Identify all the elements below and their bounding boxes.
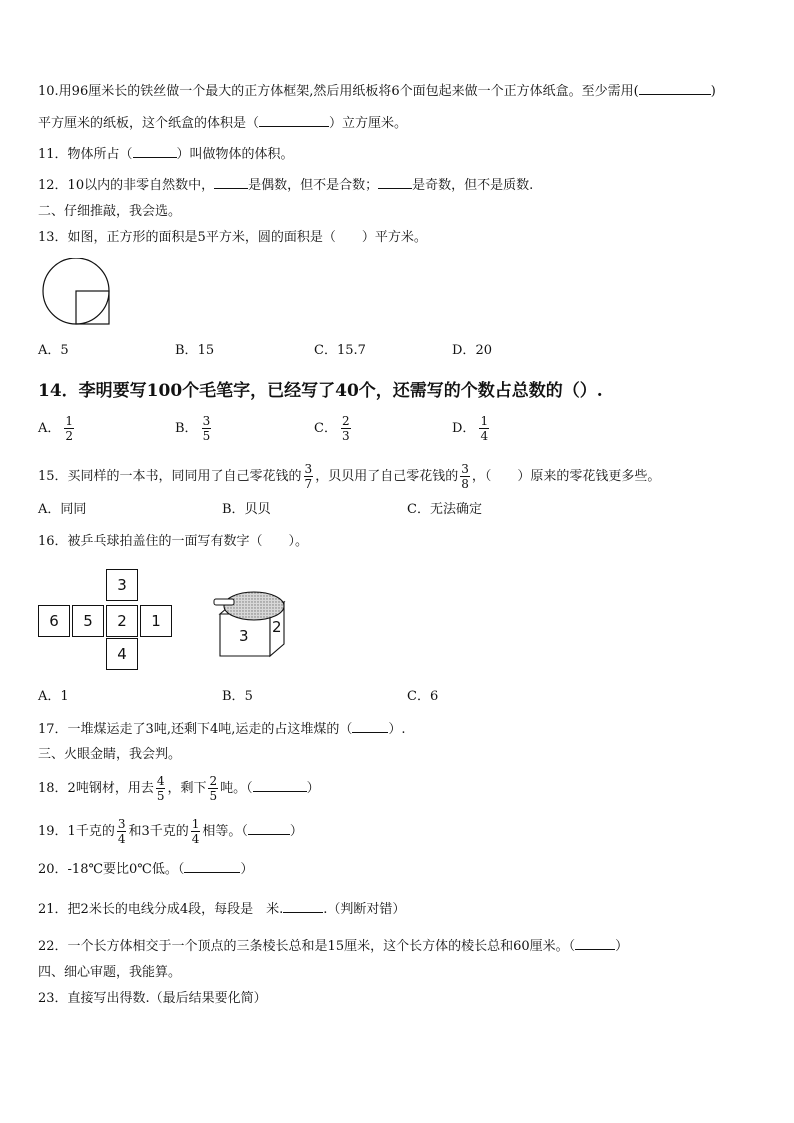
section-3-heading: 三、火眼金睛，我会判。: [38, 747, 182, 762]
q20: 20．-18℃要比0℃低。（ ）: [38, 862, 254, 877]
q22-blank[interactable]: [575, 937, 615, 950]
q22: 22．一个长方体相交于一个顶点的三条棱长总和是15厘米，这个长方体的棱长总和60厘米。（ ）: [38, 939, 629, 954]
q15-option-c[interactable]: C．无法确定: [407, 502, 482, 517]
fraction: $\frac{3}{7}$: [304, 462, 313, 491]
fraction: $\frac{1}{2}$: [65, 414, 74, 443]
q11-blank[interactable]: [133, 145, 177, 158]
q13-circle-square-figure: [38, 258, 118, 328]
q10-line2: 平方厘米的纸板，这个纸盒的体积是（ ）立方厘米。: [38, 116, 408, 131]
q10-blank-1[interactable]: [639, 82, 711, 95]
q21-blank[interactable]: [283, 900, 323, 913]
cube-side-number: 2: [272, 618, 282, 636]
q12-blank-2[interactable]: [378, 176, 412, 189]
fraction: $\frac{1}{4}$: [191, 817, 200, 846]
net-face-left: 5: [72, 605, 104, 637]
q12-blank-1[interactable]: [214, 176, 248, 189]
q18: 18．2吨钢材，用去 $\frac{4}{5}$ ，剩下 $\frac{2}{5}$ 吨。（ ）: [38, 774, 320, 803]
q13-option-b[interactable]: B．15: [175, 343, 215, 358]
q17: 17．一堆煤运走了3吨,还剩下4吨,运走的占这堆煤的（ ）.: [38, 722, 406, 737]
q13-option-d[interactable]: D．20: [452, 343, 492, 358]
section-4-heading: 四、细心审题，我能算。: [38, 965, 182, 980]
net-face-center: 2: [106, 605, 138, 637]
q14-option-a[interactable]: A． $\frac{1}{2}$: [38, 414, 74, 443]
q15-text: 15．买同样的一本书，同同用了自己零花钱的 $\frac{3}{7}$ ，贝贝用了自己零花钱的 $\frac{3}{8}$ ，（ ）原来的零花钱更多些。: [38, 462, 661, 491]
q13-text: 13．如图，正方形的面积是5平方米，圆的面积是（ ）平方米。: [38, 230, 427, 245]
q10-blank-2[interactable]: [259, 114, 329, 127]
q16-text: 16．被乒乓球拍盖住的一面写有数字（ ）。: [38, 534, 309, 549]
q14-text: 14．李明要写100个毛笔字，已经写了40个，还需写的个数占总数的（）.: [38, 381, 603, 401]
net-face-right: 1: [140, 605, 172, 637]
fraction: $\frac{2}{5}$: [209, 774, 218, 803]
q15-option-b[interactable]: B．贝贝: [222, 502, 271, 517]
q16-option-b[interactable]: B．5: [222, 689, 253, 704]
q23-text: 23．直接写出得数.（最后结果要化简）: [38, 991, 267, 1006]
q20-blank[interactable]: [184, 860, 240, 873]
cube-front-number: 3: [239, 627, 249, 645]
net-face-top: 3: [106, 569, 138, 601]
net-face-far-left: 6: [38, 605, 70, 637]
section-2-heading: 二、仔细推敲，我会选。: [38, 204, 182, 219]
q14-option-d[interactable]: D． $\frac{1}{4}$: [452, 414, 489, 443]
paddle-handle: [214, 599, 234, 605]
q10-line1: 10.用96厘米长的铁丝做一个最大的正方体框架,然后用纸板将6个面包起来做一个正方体纸盒。至少需用( ): [38, 84, 716, 99]
q11: 11．物体所占（ ）叫做物体的体积。: [38, 147, 294, 162]
q14-option-b[interactable]: B． $\frac{3}{5}$: [175, 414, 211, 443]
fraction: $\frac{3}{5}$: [202, 414, 211, 443]
fraction: $\frac{3}{4}$: [117, 817, 126, 846]
q13-option-a[interactable]: A．5: [38, 343, 69, 358]
q15-option-a[interactable]: A．同同: [38, 502, 87, 517]
cube-with-paddle-figure: [212, 586, 292, 660]
fraction: $\frac{3}{8}$: [461, 462, 469, 491]
fraction: $\frac{2}{3}$: [341, 414, 350, 443]
q12: 12．10以内的非零自然数中， 是偶数，但不是合数； 是奇数，但不是质数.: [38, 178, 534, 193]
q17-blank[interactable]: [352, 720, 388, 733]
q19: 19．1千克的 $\frac{3}{4}$ 和3千克的 $\frac{1}{4}$ 相等。（ ）: [38, 817, 303, 846]
q21: 21．把2米长的电线分成4段，每段是 米. .（判断对错）: [38, 902, 406, 917]
q19-blank[interactable]: [248, 822, 290, 835]
cube-net-figure: [38, 569, 178, 669]
q18-blank[interactable]: [253, 779, 307, 792]
net-face-bottom: 4: [106, 638, 138, 670]
q16-option-c[interactable]: C．6: [407, 689, 439, 704]
fraction: $\frac{4}{5}$: [156, 774, 165, 803]
q13-option-c[interactable]: C．15.7: [314, 343, 366, 358]
q14-option-c[interactable]: C． $\frac{2}{3}$: [314, 414, 350, 443]
q16-option-a[interactable]: A．1: [38, 689, 69, 704]
fraction: $\frac{1}{4}$: [480, 414, 489, 443]
paddle-icon: [224, 592, 284, 620]
